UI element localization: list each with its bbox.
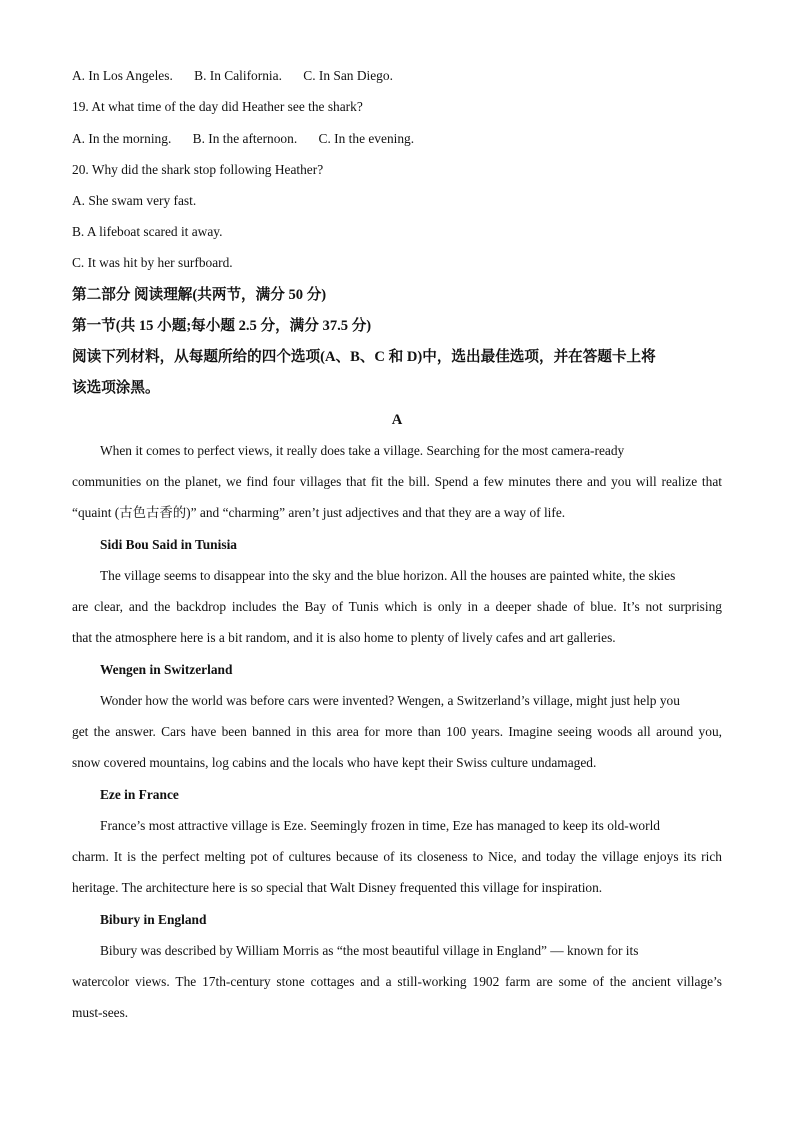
sidi-line-2: are clear, and the backdrop includes the Bay of Tunis which is only in a deeper shade of blue. It’s not surprising: [72, 599, 722, 614]
wengen-line-2: get the answer. Cars have been banned in this area for more than 100 years. Imagine seeing woods all around you,: [72, 724, 722, 739]
q20-option-b: B. A lifeboat scared it away.: [72, 224, 223, 239]
eze-line-1: France’s most attractive village is Eze. Seemingly frozen in time, Eze has managed to keep its old-world: [100, 818, 661, 833]
q19-options: [72, 130, 722, 148]
intro-line-1: When it comes to perfect views, it really does take a village. Searching for the most camera-ready: [100, 443, 625, 458]
q19-question: 19. At what time of the day did Heather see the shark?: [72, 99, 363, 114]
q19-option-b: B. In the afternoon.: [192, 131, 298, 146]
sidi-line-3: that the atmosphere here is a bit random, and it is also home to plenty of lively cafes and art galleries.: [72, 630, 616, 645]
bibury-line-1: Bibury was described by William Morris as “the most beautiful village in England” — known for its: [100, 943, 639, 958]
q18-option-a: A. In Los Angeles.: [72, 68, 173, 83]
q19-option-a: A. In the morning.: [72, 131, 172, 146]
village-heading-sidi-bou-said: Sidi Bou Said in Tunisia: [100, 537, 237, 552]
q18-options: [72, 67, 722, 85]
instruction-line-2: 该选项涂黑。: [72, 380, 160, 396]
village-heading-bibury: Bibury in England: [100, 912, 207, 927]
q20-option-a: A. She swam very fast.: [72, 193, 197, 208]
wengen-line-3: snow covered mountains, log cabins and the locals who have kept their Swiss culture undamaged.: [72, 755, 597, 770]
instruction-line-1: 阅读下列材料，从每题所给的四个选项(A、B、C 和 D)中，选出最佳选项，并在答题卡上将: [72, 349, 656, 365]
bibury-line-3: must-sees.: [72, 1005, 129, 1020]
part-title: 第二部分 阅读理解(共两节，满分 50 分): [72, 287, 327, 303]
wengen-line-1: Wonder how the world was before cars were invented? Wengen, a Switzerland’s village, might just help you: [100, 693, 680, 708]
eze-line-3: heritage. The architecture here is so special that Walt Disney frequented this village for inspiration.: [72, 880, 603, 895]
village-heading-eze: Eze in France: [100, 787, 179, 802]
q20-option-c: C. It was hit by her surfboard.: [72, 255, 233, 270]
q18-option-b: B. In California.: [194, 68, 282, 83]
q19-option-c: C. In the evening.: [318, 131, 415, 146]
q20-question: 20. Why did the shark stop following Heather?: [72, 162, 324, 177]
q18-option-c: C. In San Diego.: [303, 68, 393, 83]
bibury-line-2: watercolor views. The 17th-century stone cottages and a still-working 1902 farm are some of the ancient village’s: [72, 974, 722, 989]
intro-line-2: communities on the planet, we find four villages that fit the bill. Spend a few minutes there and you will realize that: [72, 474, 722, 489]
passage-label: A: [391, 412, 403, 428]
village-heading-wengen: Wengen in Switzerland: [100, 662, 233, 677]
intro-line-3: “quaint (古色古香的)” and “charming” aren’t just adjectives and that they are a way of life.: [72, 505, 566, 520]
section-subtitle: 第一节(共 15 小题;每小题 2.5 分，满分 37.5 分): [72, 318, 372, 334]
eze-line-2: charm. It is the perfect melting pot of cultures because of its closeness to Nice, and today the village enjoys its rich: [72, 849, 722, 864]
sidi-line-1: The village seems to disappear into the sky and the blue horizon. All the houses are painted white, the skies: [100, 568, 676, 583]
